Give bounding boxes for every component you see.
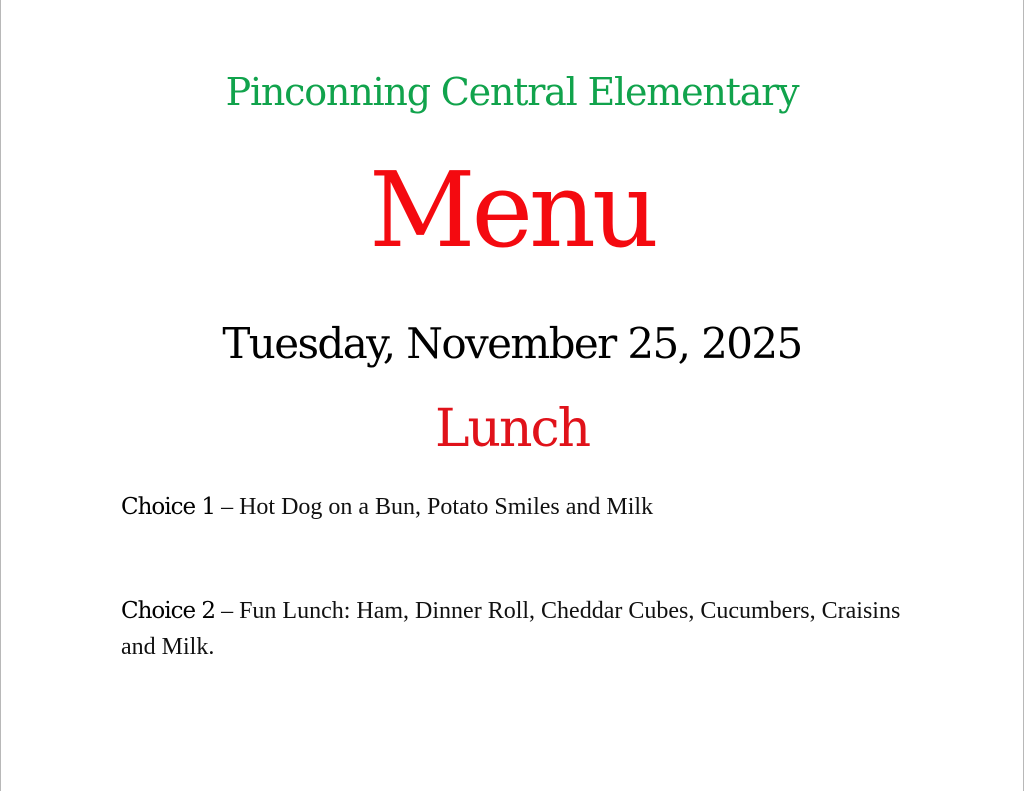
menu-date: Tuesday, November 25, 2025 [222,319,802,368]
choice-description: Hot Dog on a Bun, Potato Smiles and Milk [239,494,654,520]
choice-separator: – [215,494,240,520]
choice-description: Fun Lunch: Ham, Dinner Roll, Cheddar Cubes, Cucumbers, Craisins and Milk. [121,598,901,660]
menu-choice-2 [121,593,911,665]
choice-separator: – [215,598,240,624]
choice-label: Choice 1 [121,494,216,520]
menu-choice-1 [121,489,911,525]
school-name: Pinconning Central Elementary [225,70,799,114]
page-title: Menu [369,149,655,271]
meal-heading: Lunch [434,399,590,459]
choice-label: Choice 2 [121,598,216,624]
